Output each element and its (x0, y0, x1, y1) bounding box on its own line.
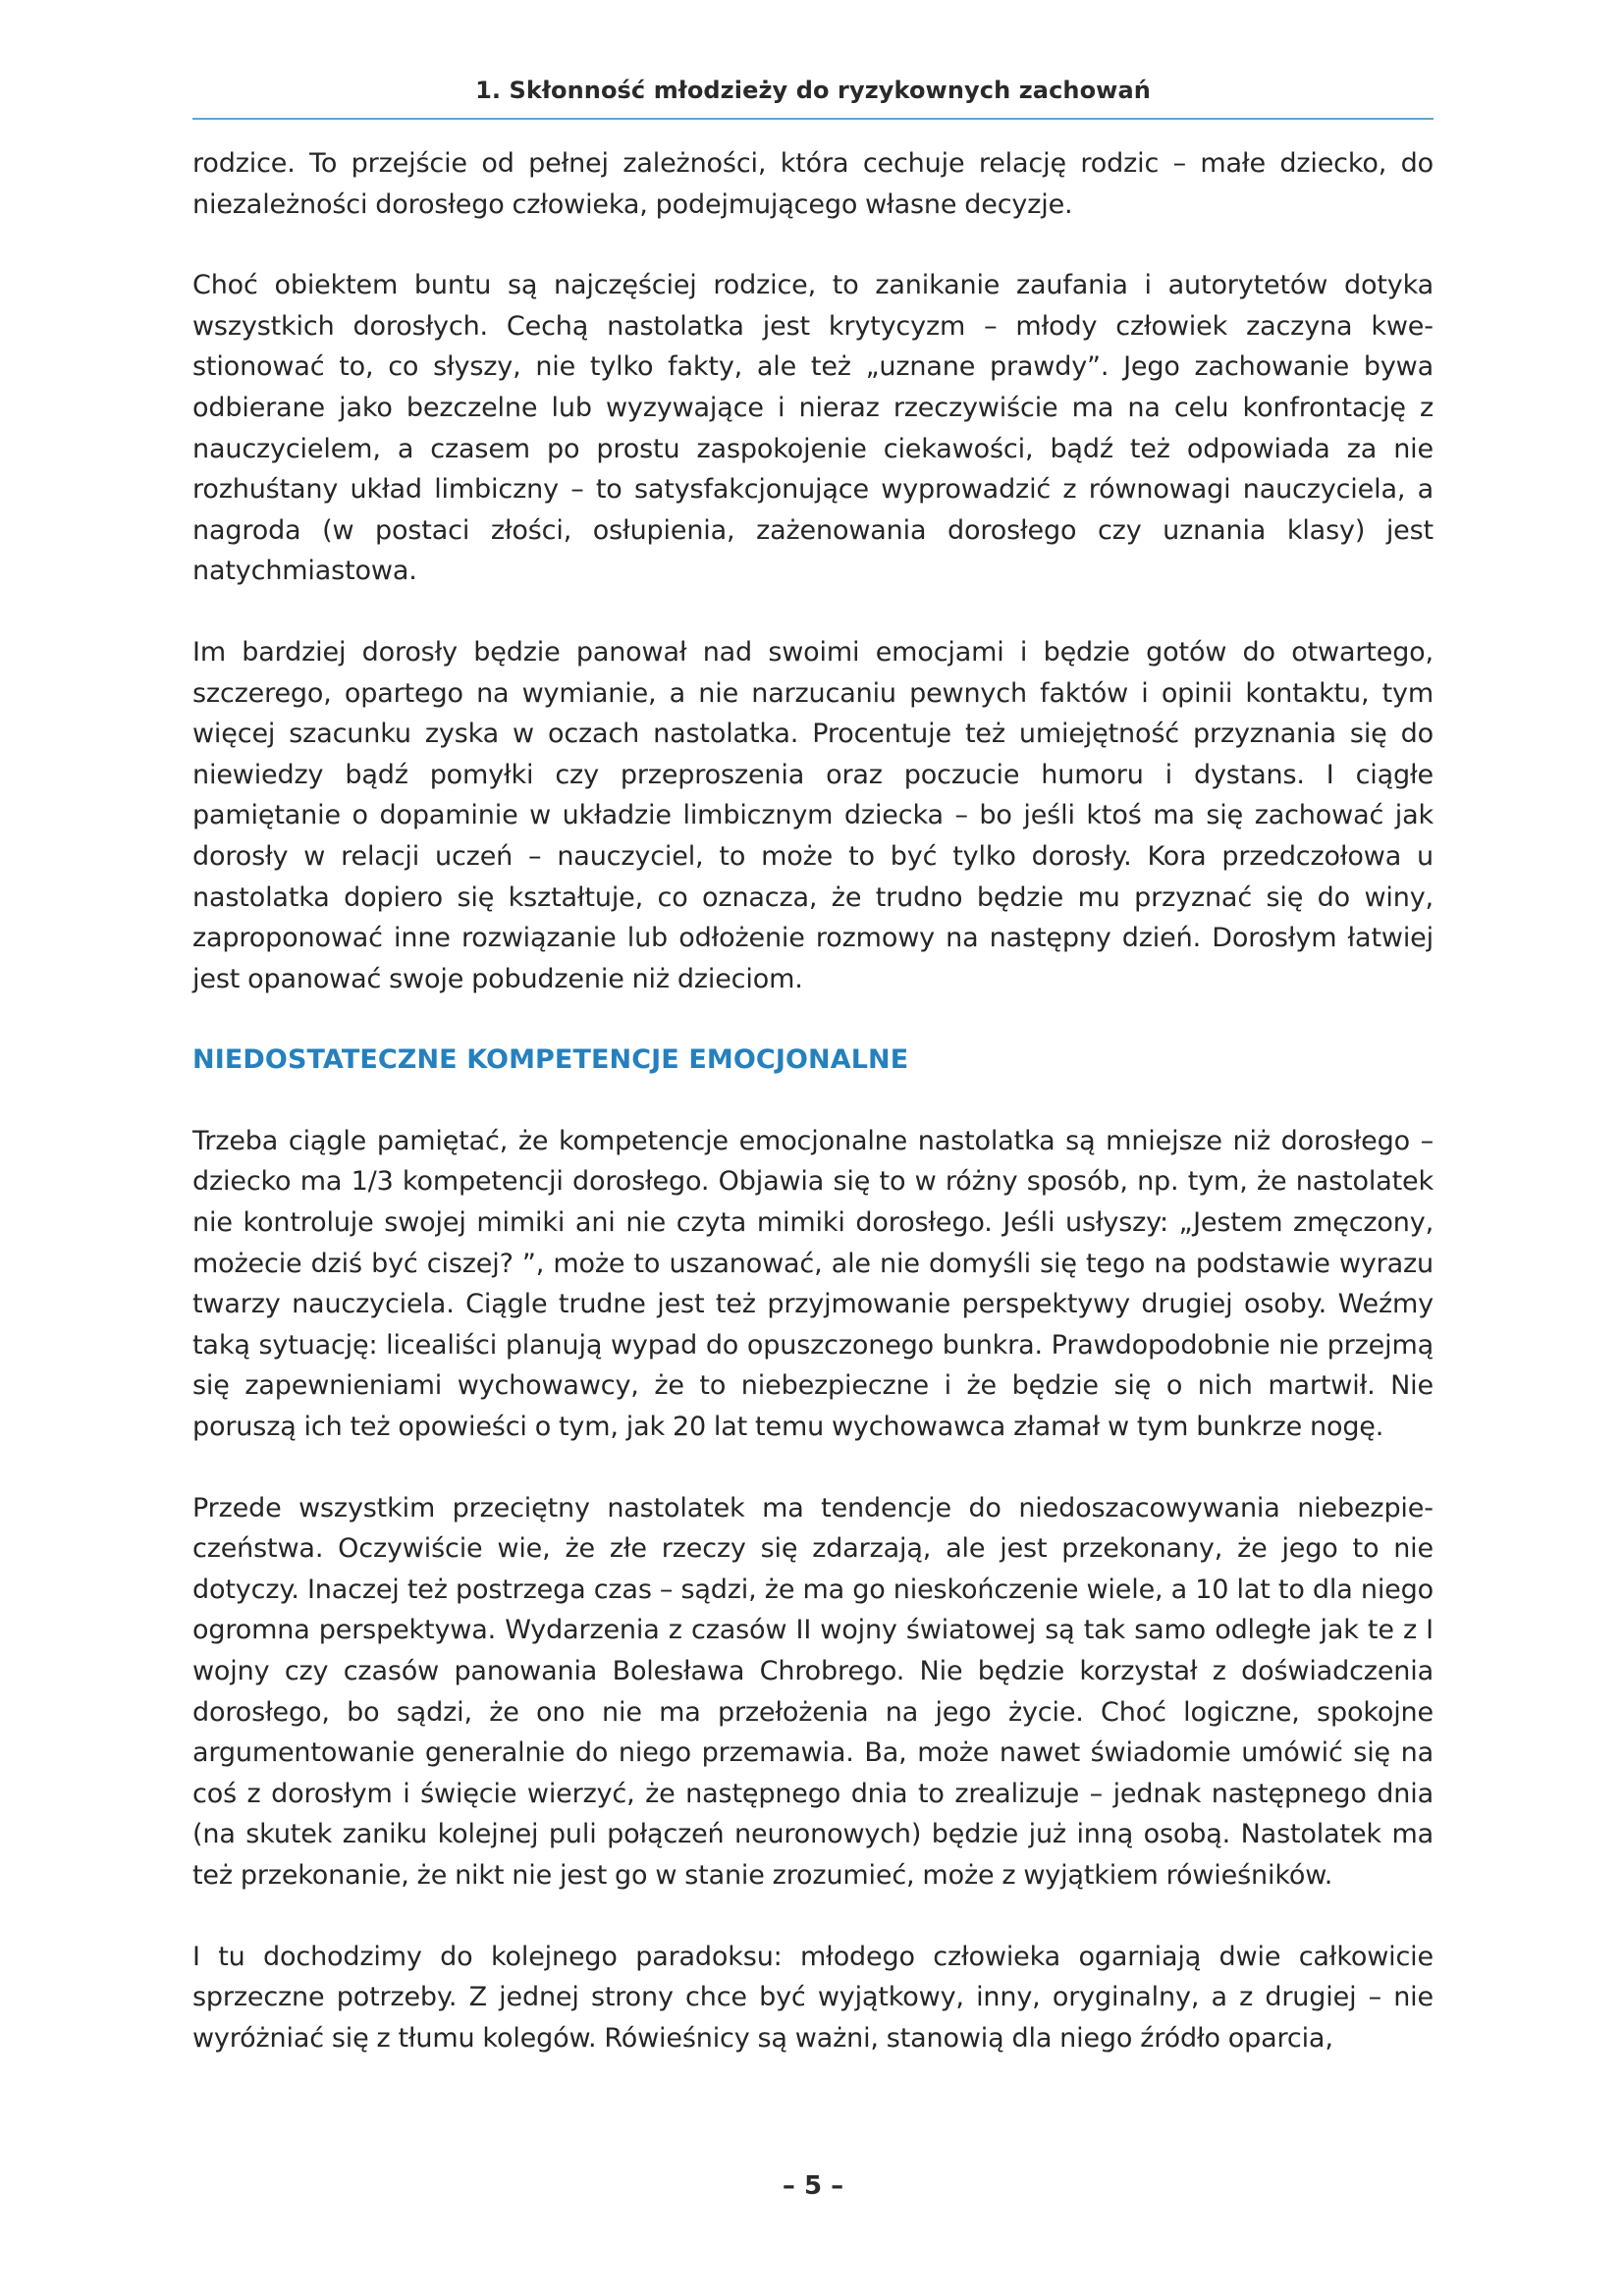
page-number: – 5 – (782, 2171, 844, 2201)
page-body (192, 143, 1434, 2099)
section-heading: NIEDOSTATECZNE KOMPETENCJE EMOCJONALNE (192, 1044, 909, 1076)
header-divider (192, 118, 1434, 120)
body-paragraph: Przede wszystkim przeciętny nastolatek ma tendencje do niedoszacowywania niebezpieczeństwa. Oczywiście wie, że złe rzeczy się zdarzają, ale jest przekonany, że jego to nie dotyczy. Inaczej też postrzega czas – sądzi, że ma go nieskończenie wiele, a 10 lat to dla niego ogromna perspektywa. Wydarzenia z czasów II wojny światowej są tak samo odległe jak te z I wojny czy czasów panowania Bolesława Chrobrego. Nie będzie korzystał z doświadczenia dorosłego, bo sądzi, że ono nie ma przełożenia na jego życie. Choć logiczne, spokojne argumentowanie generalnie do niego przemawia. Ba, może nawet świadomie umówić się na coś z dorosłym i święcie wierzyć, że następnego dnia to zrealizuje – jednak następnego dnia (na skutek zaniku kolejnej puli połączeń neuronowych) będzie już inną osobą. Nastolatek ma też przekonanie, że nikt nie jest go w stanie zrozumieć, może z wyjątkiem rówieśników. (192, 1492, 1434, 1891)
body-paragraph: rodzice. To przejście od pełnej zależności, która cechuje relację rodzic – małe dziecko, do niezależności dorosłego człowieka, podejmującego własne decyzje. (192, 148, 1434, 220)
body-paragraph: Im bardziej dorosły będzie panował nad swoimi emocjami i będzie gotów do otwartego, szczerego, opartego na wymianie, a nie narzucaniu pewnych faktów i opinii kontaktu, tym więcej szacunku zyska w oczach nastolatka. Procentuje też umiejętność przyznania się do niewiedzy bądź pomyłki czy przeproszenia oraz poczucie humoru i dystans. I ciągłe pamiętanie o dopaminie w układzie limbicznym dziecka – bo jeśli ktoś ma się zachować jak dorosły w relacji uczeń – nauczyciel, to może to być tylko dorosły. Kora przedczołowa u nastolatka dopiero się kształtuje, co oznacza, że trudno będzie mu przyznać się do winy, zaproponować inne rozwiązanie lub odłożenie rozmowy na następny dzień. Dorosłym łatwiej jest opanować swoje pobudzenie niż dzieciom. (192, 636, 1434, 994)
running-header: 1. Skłonność młodzieży do ryzykownych zachowań (475, 77, 1151, 104)
body-paragraph: I tu dochodzimy do kolejnego paradoksu: młodego człowieka ogarniają dwie całkowicie sprzeczne potrzeby. Z jednej strony chce być wyjątkowy, inny, oryginalny, a z drugiej – nie wyróżniać się z tłumu kolegów. Rówieśnicy są ważni, stanowią dla niego źródło oparcia, (192, 1941, 1434, 2054)
body-paragraph: Trzeba ciągle pamiętać, że kompetencje emocjonalne nastolatka są mniejsze niż dorosłego – dziecko ma 1/3 kompetencji dorosłego. Objawia się to w różny sposób, np. tym, że nastolatek nie kontroluje swojej mimiki ani nie czyta mimiki dorosłego. Jeśli usłyszy: „Jestem zmęczony, możecie dziś być ciszej? ”, może to uszanować, ale nie domyśli się tego na podstawie wyrazu twarzy nauczyciela. Ciągle trudne jest też przyjmowanie perspektywy drugiej osoby. Weźmy taką sytuację: licealiści planują wypad do opuszczonego bunkra. Prawdopodobnie nie przejmą się zapewnieniami wychowawcy, że to niebezpieczne i że będzie się o nich martwił. Nie poruszą ich też opowieści o tym, jak 20 lat temu wychowawca złamał w tym bunkrze nogę. (192, 1125, 1434, 1443)
body-paragraph: Choć obiektem buntu są najczęściej rodzice, to zanikanie zaufania i autorytetów dotyka wszystkich dorosłych. Cechą nastolatka jest krytycyzm – młody człowiek zaczyna kwestionować to, co słyszy, nie tylko fakty, ale też „uznane prawdy”. Jego zachowanie bywa odbierane jako bezczelne lub wyzywające i nieraz rzeczywiście ma na celu konfrontację z nauczycielem, a czasem po prostu zaspokojenie ciekawości, bądź też odpowiada za nie rozhuśtany układ limbiczny – to satysfakcjonujące wyprowadzić z równowagi nauczyciela, a nagroda (w postaci złości, osłupienia, zażenowania dorosłego czy uznania klasy) jest natychmiastowa. (192, 270, 1434, 587)
